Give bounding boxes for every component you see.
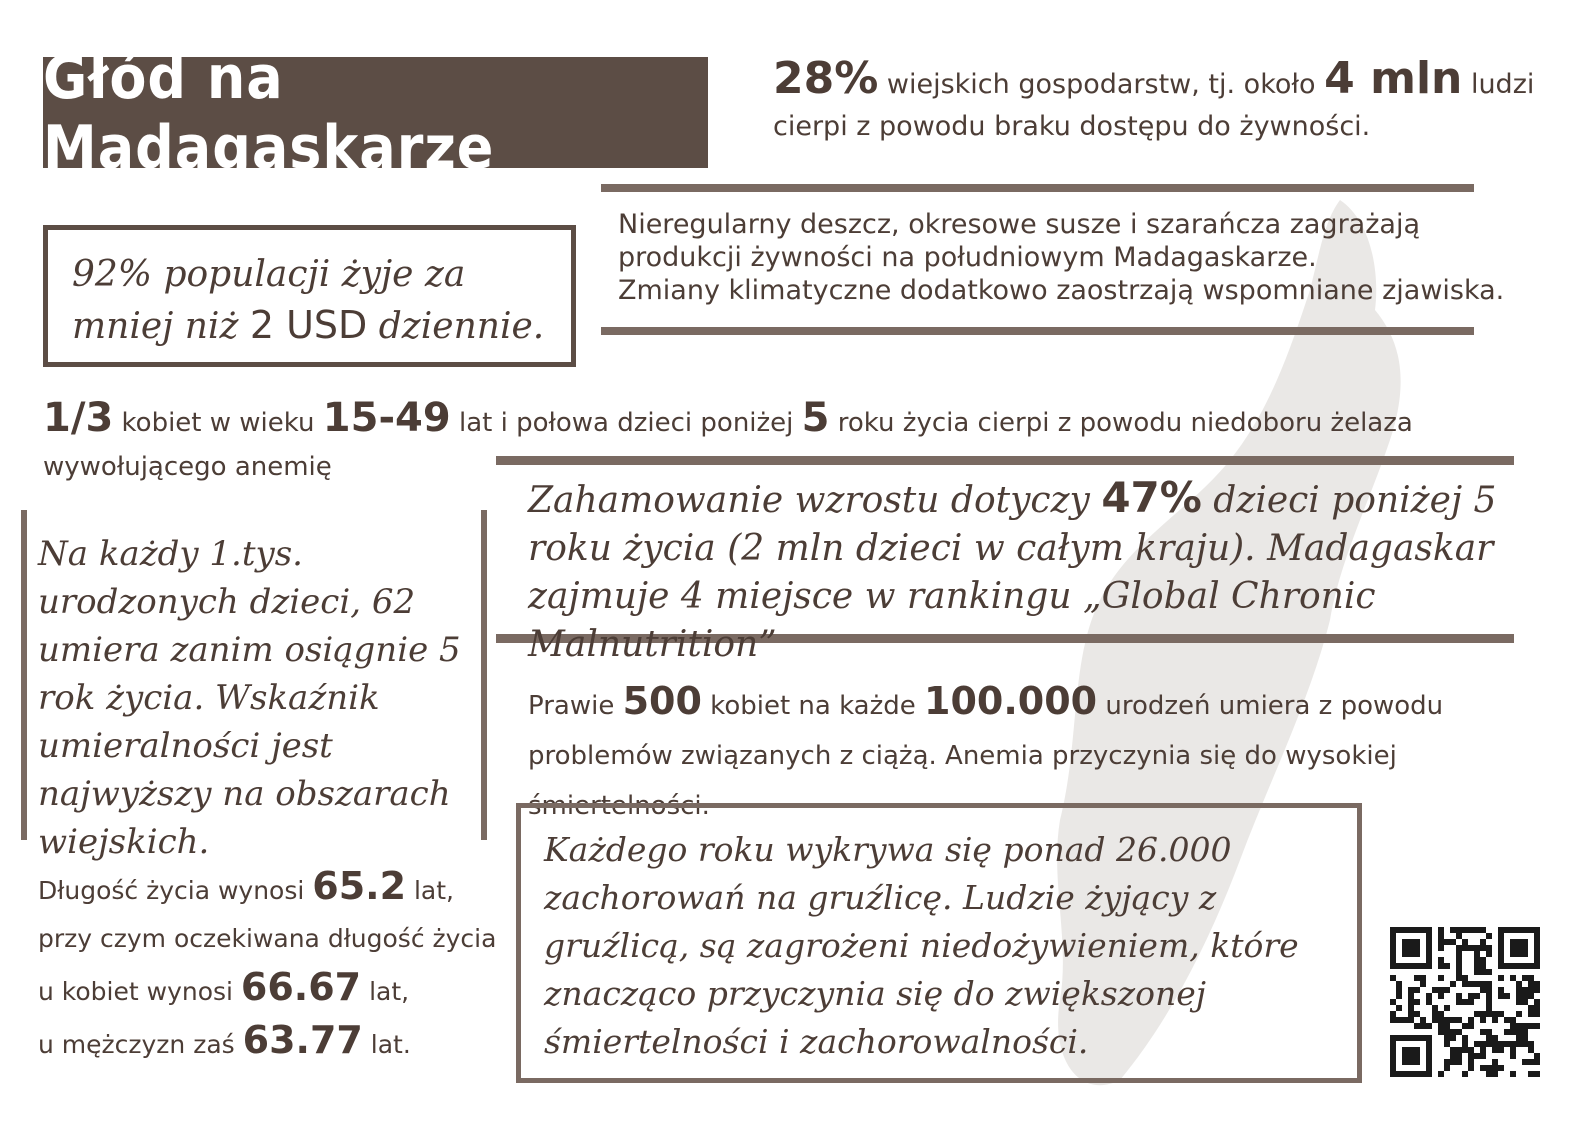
tuberculosis-paragraph: Każdego roku wykrywa się ponad 26.000 zachorowań na gruźlicę. Ludzie żyjący z gruźlicą, są zagrożeni niedożywieniem, które znacząco przyczynia się do zwiększonej śmiertelności i zachorowalności. [544, 830, 1299, 1061]
stunting-percent: 47% [1101, 473, 1202, 522]
stat-text: ludzi cierpi z powodu braku dostępu do żywności. [773, 69, 1535, 142]
stunting-text: dzieci poniżej 5 roku życia (2 mln dzieci w całym kraju). Madagaskar zajmuje 4 miejsce w rankingu „Global Chronic Malnutrition” [528, 480, 1497, 665]
anemia-text: roku życia cierpi z powodu niedoboru żelaza wywołującego anemię [43, 408, 1413, 482]
life-line: Długość życia wynosi 65.2 lat, [38, 864, 454, 908]
anemia-age: 15-49 [322, 395, 451, 441]
stat-percent: 28% [773, 53, 879, 104]
maternal-number: 500 [622, 679, 702, 723]
maternal-text: kobiet na każde [701, 691, 925, 721]
rural-households-stat [773, 53, 1553, 148]
divider [601, 327, 1474, 335]
climate-line: produkcji żywności na południowym Madagaskarze. [618, 242, 1317, 273]
climate-line: Nieregularny deszcz, okresowe susze i szarańcza zagrażają [618, 209, 1420, 240]
maternal-text: Prawie [528, 691, 623, 721]
anemia-text: kobiet w wieku [113, 408, 323, 438]
poverty-stat [72, 250, 552, 352]
maternal-births: 100.000 [924, 679, 1098, 723]
stat-text: wiejskich gospodarstw, tj. około [878, 69, 1325, 100]
maternal-text: urodzeń umiera z powodu problemów związanych z ciążą. Anemia przyczynia się do wysokiej śmiertelności. [528, 691, 1444, 821]
divider [601, 184, 1474, 192]
life-expectancy-paragraph [38, 862, 518, 1069]
anemia-text: lat i połowa dzieci poniżej [450, 408, 802, 438]
anemia-fraction: 1/3 [43, 395, 114, 441]
vertical-divider [21, 510, 27, 840]
poverty-amount: 2 USD [249, 303, 368, 347]
life-women: 66.67 [240, 965, 362, 1009]
life-line: przy czym oczekiwana długość życia [38, 924, 497, 953]
page-title: Głód na Madagaskarze [43, 42, 495, 183]
climate-line: Zmiany klimatyczne dodatkowo zaostrzają wspomniane zjawiska. [618, 275, 1505, 306]
anemia-age-child: 5 [801, 395, 830, 441]
stunting-text: Zahamowanie wzrostu dotyczy [528, 480, 1102, 521]
life-line: u kobiet wynosi 66.67 lat, [38, 965, 410, 1009]
qr-code-icon[interactable] [1390, 927, 1540, 1077]
stunting-paragraph [528, 474, 1528, 669]
infant-mortality-paragraph: Na każdy 1.tys. urodzonych dzieci, 62 umiera zanim osiągnie 5 rok życia. Wskaźnik umieralności jest najwyższy na obszarach wiejskich. [38, 534, 461, 862]
divider [496, 456, 1514, 465]
stat-number: 4 mln [1324, 53, 1463, 104]
poverty-text: populacji żyje za mniej niż [72, 254, 466, 347]
poverty-percent: 92% [72, 254, 153, 295]
climate-paragraph [618, 208, 1518, 307]
life-men: 63.77 [242, 1018, 363, 1062]
life-total: 65.2 [312, 864, 407, 908]
poverty-text: dziennie. [367, 306, 545, 347]
life-line: u mężczyzn zaś 63.77 lat. [38, 1018, 411, 1062]
